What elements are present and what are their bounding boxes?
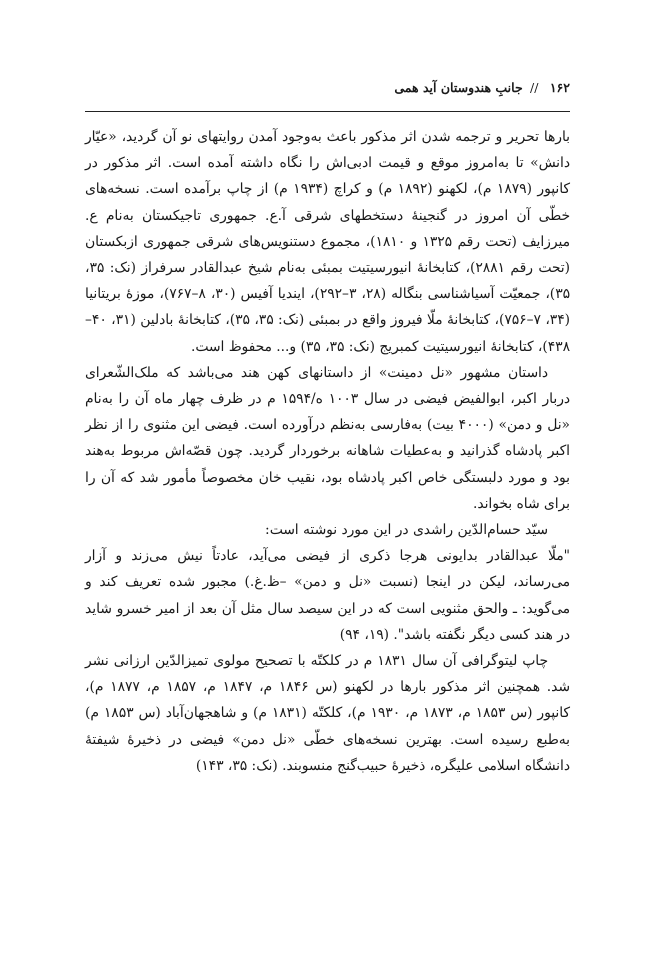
paragraph-4: چاپ لیتوگرافی آن سال ۱۸۳۱ م در کلکتّه با تصحیح مولوی تمیزالدّین ارزانی نشر شد. همچنین اثر مذکور بارها در لکهنو (س ۱۸۴۶ م، ۱۸۴۷ م، ۱۸۵۷ م، ۱۸۷۷ م)، کانپور (س ۱۸۵۳ م، ۱۸۷۳ م، ۱۹۳۰ م)، کلکتّه (۱۸۳۱ م) و شاهجهان‌آباد (س ۱۸۵۳ م) به‌طبع رسیده است. بهترین نسخه‌های خطّی «نل دمن» فیضی در ذخیرهٔ شیفتهٔ دانشگاه اسلامی علیگره، ذخیرهٔ حبیب‌گنج منسوبند. (نک: ۳۵، ۱۴۳) [85, 653, 570, 774]
running-header [85, 80, 570, 104]
running-title: جانبِ هندوستان آید همی [394, 80, 523, 95]
header-separator: // [530, 80, 539, 95]
paragraph-2: داستان مشهور «نل دمینت» از داستانهای کهن هند می‌باشد که ملک‌الشّعرای دربار اکبر، ابوالفیض فیضی در سال ۱۰۰۳ ه/۱۵۹۴ م در ظرف چهار ماه آن را به‌نام «نل و دمن» (۴۰۰۰ بیت) به‌فارسی به‌نظم درآورده است. فیضی این مثنوی را از نظر اکبر پادشاه گذرانید و به‌عطیات شاهانه برخوردار گردید. چون قصّه‌اش مربوط به‌هند بود و مورد دلبستگی خاص اکبر پادشاه بود، نقیب خان مخصوصاً مأمور شد که آن را برای شاه بخواند. [85, 364, 570, 512]
page-number: ۱۶۲ [549, 80, 570, 95]
quote-intro: سیّد حسام‌الدّین راشدی در این مورد نوشته است: [265, 522, 548, 539]
body-text [85, 124, 570, 779]
paragraph-1: بارها تحریر و ترجمه شدن اثر مذکور باعث به‌وجود آمدن روایتهای نو آن گردید، «عیّار دانش» تا به‌امروز موقع و قیمت ادبی‌اش را نگاه داشته آمده است. اثر مذکور در کانپور (۱۸۷۹ م)، لکهنو (۱۸۹۲ م) و کراچ (۱۹۳۴ م) از چاپ برآمده است. نسخه‌های خطّی آن امروز در گنجینهٔ دستخطهای شرقی آ.ع. جمهوری تاجیکستان به‌نام ع. میرزایف (تحت رقم ۱۳۲۵ و ۱۸۱۰)، مجموع دستنویس‌های شرقی جمهوری ازبکستان (تحت رقم ۲۸۸۱)، کتابخانهٔ انیورسیتیت بمبئی به‌نام شیخ عبدالقادر سرفراز (نک: ۳۵، ۳۵)، جمعیّت آسیاشناسی بنگاله (۲۸، ۳–۲۹۲)، ایندیا آفیس (۳۰، ۸–۷۶۷)، موزهٔ بریتانیا (۳۴، ۷–۷۵۶)، کتابخانهٔ ملّا فیروز واقع در بمبئی (نک: ۳۵، ۳۵)، کتابخانهٔ بادلین (۳۱، ۴۰–۴۳۸)، کتابخانهٔ انیورسیتیت کمبریج (نک: ۳۵، ۳۵) و... محفوظ است. [85, 129, 571, 355]
block-quote: "ملّا عبدالقادر بدایونی هرجا ذکری از فیضی می‌آید، عادتاً نیش می‌زند و آزار می‌رساند، لیکن در اینجا (نسبت «نل و دمن» –ظ.غ.) مجبور شده تعریف کند و می‌گوید: ـ والحق مثنویی است که در این سیصد سال مثل آن بعد از امیر خسرو شاید در هند کسی دیگر نگفته باشد". (۱۹، ۹۴) [85, 548, 570, 643]
header-rule [85, 111, 570, 112]
